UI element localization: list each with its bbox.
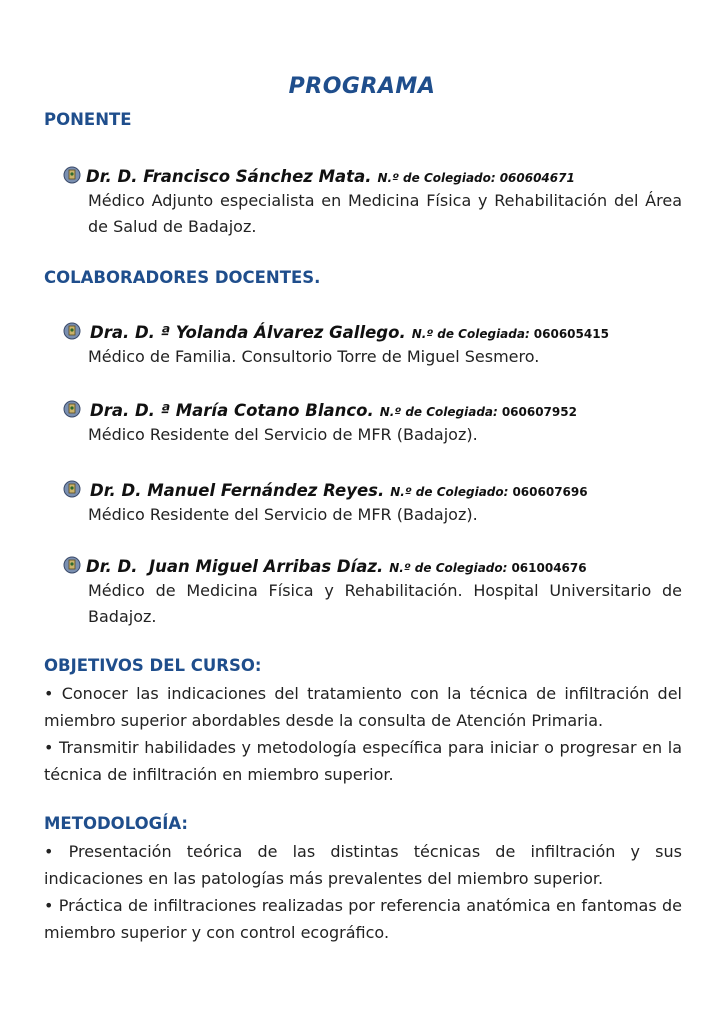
colaborador-entry <box>62 396 682 448</box>
page-title: PROGRAMA <box>288 74 436 99</box>
colaborador-name: Dra. D. ª María Cotano Blanco. <box>90 401 374 420</box>
coat-of-arms-icon <box>62 399 82 419</box>
colaborador-name: Dra. D. ª Yolanda Álvarez Gallego. <box>90 323 406 342</box>
objetivo-item: • Transmitir habilidades y metodología específica para iniciar o progresar en la técnica de infiltración en miembro superior. <box>44 738 682 784</box>
colaborador-registration-number: 060607952 <box>501 405 577 419</box>
section-heading-ponente: PONENTE <box>44 110 132 129</box>
colaborador-description: Médico Residente del Servicio de MFR (Badajoz). <box>88 425 478 444</box>
coat-of-arms-icon <box>62 165 82 185</box>
colaborador-name: Dr. D. Juan Miguel Arribas Díaz. <box>86 557 384 576</box>
section-heading-objetivos: OBJETIVOS DEL CURSO: <box>44 656 262 675</box>
colaborador-name-line <box>62 552 682 576</box>
colaborador-name: Dr. D. Manuel Fernández Reyes. <box>90 481 385 500</box>
objetivo-item: • Conocer las indicaciones del tratamiento con la técnica de infiltración del miembro superior abordables desde la consulta de Atención Primaria. <box>44 684 682 730</box>
colaborador-description: Médico Residente del Servicio de MFR (Badajoz). <box>88 505 478 524</box>
colaborador-entry <box>62 552 682 630</box>
colaborador-registration-number: 060607696 <box>512 485 588 499</box>
metodologia-list <box>44 838 682 946</box>
colaborador-entry <box>62 318 682 370</box>
colaborador-name-line <box>62 396 682 420</box>
colaborador-registration-label: N.º de Colegiada: <box>411 327 530 341</box>
ponente-name: Dr. D. Francisco Sánchez Mata. <box>86 167 372 186</box>
metodologia-item: • Práctica de infiltraciones realizadas por referencia anatómica en fantomas de miembro superior y con control ecográfico. <box>44 896 682 942</box>
ponente-description: Médico Adjunto especialista en Medicina Física y Rehabilitación del Área de Salud de Badajoz. <box>88 191 682 236</box>
colaborador-registration-label: N.º de Colegiado: <box>389 561 508 575</box>
coat-of-arms-icon <box>62 321 82 341</box>
section-heading-colaboradores: COLABORADORES DOCENTES. <box>44 268 321 287</box>
coat-of-arms-icon <box>62 479 82 499</box>
colaborador-description: Médico de Medicina Física y Rehabilitación. Hospital Universitario de Badajoz. <box>88 581 682 626</box>
ponente-registration-number: 060604671 <box>499 171 575 185</box>
ponente-registration-label: N.º de Colegiado: <box>377 171 496 185</box>
section-heading-metodologia: METODOLOGÍA: <box>44 814 189 833</box>
ponente-entry <box>62 162 682 240</box>
coat-of-arms-icon <box>62 555 82 575</box>
colaborador-registration-label: N.º de Colegiada: <box>379 405 498 419</box>
ponente-name-line <box>62 162 682 186</box>
colaborador-name-line <box>62 476 682 500</box>
colaborador-registration-number: 061004676 <box>511 561 587 575</box>
colaborador-entry <box>62 476 682 528</box>
colaborador-registration-number: 060605415 <box>533 327 609 341</box>
metodologia-item: • Presentación teórica de las distintas técnicas de infiltración y sus indicaciones en las patologías más prevalentes del miembro superior. <box>44 842 682 888</box>
colaborador-description: Médico de Familia. Consultorio Torre de Miguel Sesmero. <box>88 347 540 366</box>
objetivos-list <box>44 680 682 788</box>
colaborador-registration-label: N.º de Colegiado: <box>390 485 509 499</box>
colaborador-name-line <box>62 318 682 342</box>
